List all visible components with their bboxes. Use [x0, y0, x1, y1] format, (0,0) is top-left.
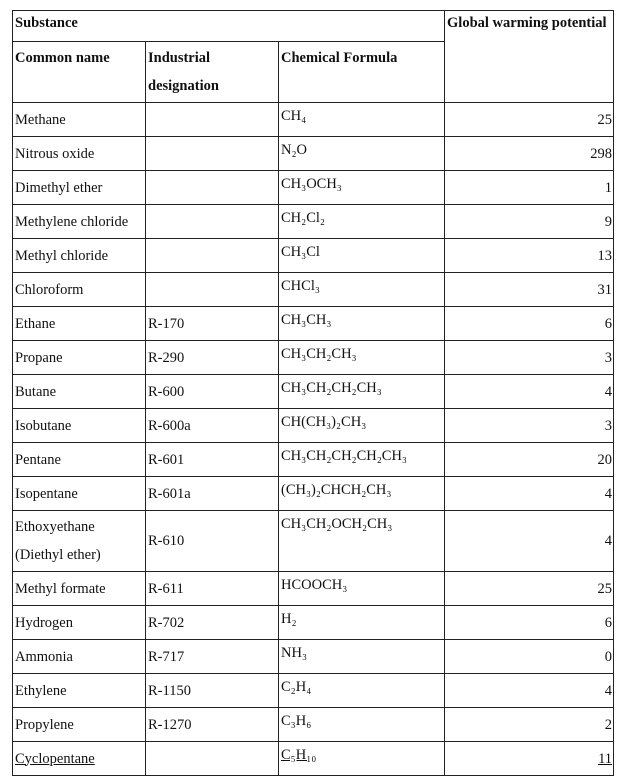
- industrial-designation-cell: [146, 742, 279, 776]
- table-row: [13, 511, 614, 572]
- chemical-formula-cell: CHCl₃: [279, 273, 445, 307]
- gwp-value-cell: 6: [445, 606, 614, 640]
- chemical-formula-cell: N₂O: [279, 137, 445, 171]
- industrial-designation-cell: R-610: [146, 511, 279, 572]
- table-row: [13, 708, 614, 742]
- chemical-formula-cell: CH(CH₃)₂CH₃: [279, 409, 445, 443]
- gwp-value-cell: 4: [445, 674, 614, 708]
- industrial-designation-header: Industrial designation: [146, 42, 279, 103]
- substance-name-cell: Cyclopentane: [13, 742, 146, 776]
- substance-name-cell: Methyl formate: [13, 572, 146, 606]
- chemical-formula-cell: CH₄: [279, 103, 445, 137]
- chemical-formula-cell: CH₃CH₂CH₂CH₃: [279, 375, 445, 409]
- table-row: [13, 375, 614, 409]
- industrial-designation-cell: R-290: [146, 341, 279, 375]
- table-row: [13, 742, 614, 776]
- chemical-formula-cell: C₃H₆: [279, 708, 445, 742]
- table-row: [13, 409, 614, 443]
- industrial-designation-cell: [146, 171, 279, 205]
- substance-name-cell: Ammonia: [13, 640, 146, 674]
- chemical-formula-cell: CH₃CH₂CH₂CH₂CH₃: [279, 443, 445, 477]
- substance-name-cell: Ethoxyethane (Diethyl ether): [13, 511, 146, 572]
- substance-name-cell: Propane: [13, 341, 146, 375]
- substance-name-cell: Methylene chloride: [13, 205, 146, 239]
- industrial-designation-cell: R-1270: [146, 708, 279, 742]
- chemical-formula-cell: C₂H₄: [279, 674, 445, 708]
- gwp-value-cell: 0: [445, 640, 614, 674]
- table-row: [13, 477, 614, 511]
- industrial-designation-cell: R-600a: [146, 409, 279, 443]
- industrial-designation-cell: [146, 205, 279, 239]
- table-row: [13, 443, 614, 477]
- gwp-value-cell: 4: [445, 477, 614, 511]
- industrial-designation-cell: R-611: [146, 572, 279, 606]
- chemical-formula-cell: (CH₃)₂CHCH₂CH₃: [279, 477, 445, 511]
- gwp-value-cell: 4: [445, 511, 614, 572]
- table-row: [13, 273, 614, 307]
- gwp-value-cell: 6: [445, 307, 614, 341]
- table-row: [13, 103, 614, 137]
- substance-name-cell: Hydrogen: [13, 606, 146, 640]
- table-row: [13, 205, 614, 239]
- gwp-document: [12, 10, 613, 776]
- chemical-formula-cell: H₂: [279, 606, 445, 640]
- industrial-designation-cell: [146, 137, 279, 171]
- industrial-designation-cell: R-717: [146, 640, 279, 674]
- substance-name-cell: Ethylene: [13, 674, 146, 708]
- industrial-designation-cell: [146, 273, 279, 307]
- substance-name-cell: Isopentane: [13, 477, 146, 511]
- industrial-designation-cell: [146, 103, 279, 137]
- gwp-value-cell: 1: [445, 171, 614, 205]
- table-row: [13, 572, 614, 606]
- industrial-designation-cell: R-702: [146, 606, 279, 640]
- substance-header: Substance: [13, 11, 445, 42]
- chemical-formula-cell: CH₃CH₂CH₃: [279, 341, 445, 375]
- substance-name-cell: Propylene: [13, 708, 146, 742]
- chemical-formula-cell: C₅H₁₀: [279, 742, 445, 776]
- chemical-formula-header: Chemical Formula: [279, 42, 445, 103]
- gwp-value-cell: 31: [445, 273, 614, 307]
- gwp-value-cell: 3: [445, 409, 614, 443]
- industrial-designation-cell: R-600: [146, 375, 279, 409]
- substance-name-cell: Dimethyl ether: [13, 171, 146, 205]
- chemical-formula-cell: CH₃CH₂OCH₂CH₃: [279, 511, 445, 572]
- gwp-value-cell: 9: [445, 205, 614, 239]
- chemical-formula-cell: CH₃Cl: [279, 239, 445, 273]
- header-row-substance: [13, 11, 614, 42]
- gwp-value-cell: 3: [445, 341, 614, 375]
- substance-name-cell: Nitrous oxide: [13, 137, 146, 171]
- common-name-header: Common name: [13, 42, 146, 103]
- gwp-value-cell: 25: [445, 103, 614, 137]
- table-row: [13, 341, 614, 375]
- gwp-value-cell: 4: [445, 375, 614, 409]
- chemical-formula-cell: HCOOCH₃: [279, 572, 445, 606]
- substance-name-cell: Methyl chloride: [13, 239, 146, 273]
- table-body: [13, 103, 614, 776]
- industrial-designation-cell: R-1150: [146, 674, 279, 708]
- gwp-value-cell: 25: [445, 572, 614, 606]
- industrial-designation-cell: [146, 239, 279, 273]
- chemical-formula-cell: CH₃OCH₃: [279, 171, 445, 205]
- chemical-formula-cell: NH₃: [279, 640, 445, 674]
- table-row: [13, 640, 614, 674]
- substance-name-cell: Isobutane: [13, 409, 146, 443]
- substance-name-cell: Chloroform: [13, 273, 146, 307]
- gwp-value-cell: 13: [445, 239, 614, 273]
- substance-name-cell: Ethane: [13, 307, 146, 341]
- industrial-designation-cell: R-170: [146, 307, 279, 341]
- table-row: [13, 307, 614, 341]
- substance-name-cell: Butane: [13, 375, 146, 409]
- substance-name-cell: Methane: [13, 103, 146, 137]
- gwp-value-cell: 20: [445, 443, 614, 477]
- gwp-value-cell: 11: [445, 742, 614, 776]
- chemical-formula-cell: CH₂Cl₂: [279, 205, 445, 239]
- table-row: [13, 674, 614, 708]
- industrial-designation-cell: R-601a: [146, 477, 279, 511]
- gwp-header: Global warming potential: [445, 11, 614, 103]
- table-row: [13, 606, 614, 640]
- table-row: [13, 171, 614, 205]
- chemical-formula-cell: CH₃CH₃: [279, 307, 445, 341]
- gwp-value-cell: 298: [445, 137, 614, 171]
- table-row: [13, 137, 614, 171]
- table-row: [13, 239, 614, 273]
- industrial-designation-cell: R-601: [146, 443, 279, 477]
- gwp-table: [12, 10, 614, 776]
- substance-name-cell: Pentane: [13, 443, 146, 477]
- gwp-value-cell: 2: [445, 708, 614, 742]
